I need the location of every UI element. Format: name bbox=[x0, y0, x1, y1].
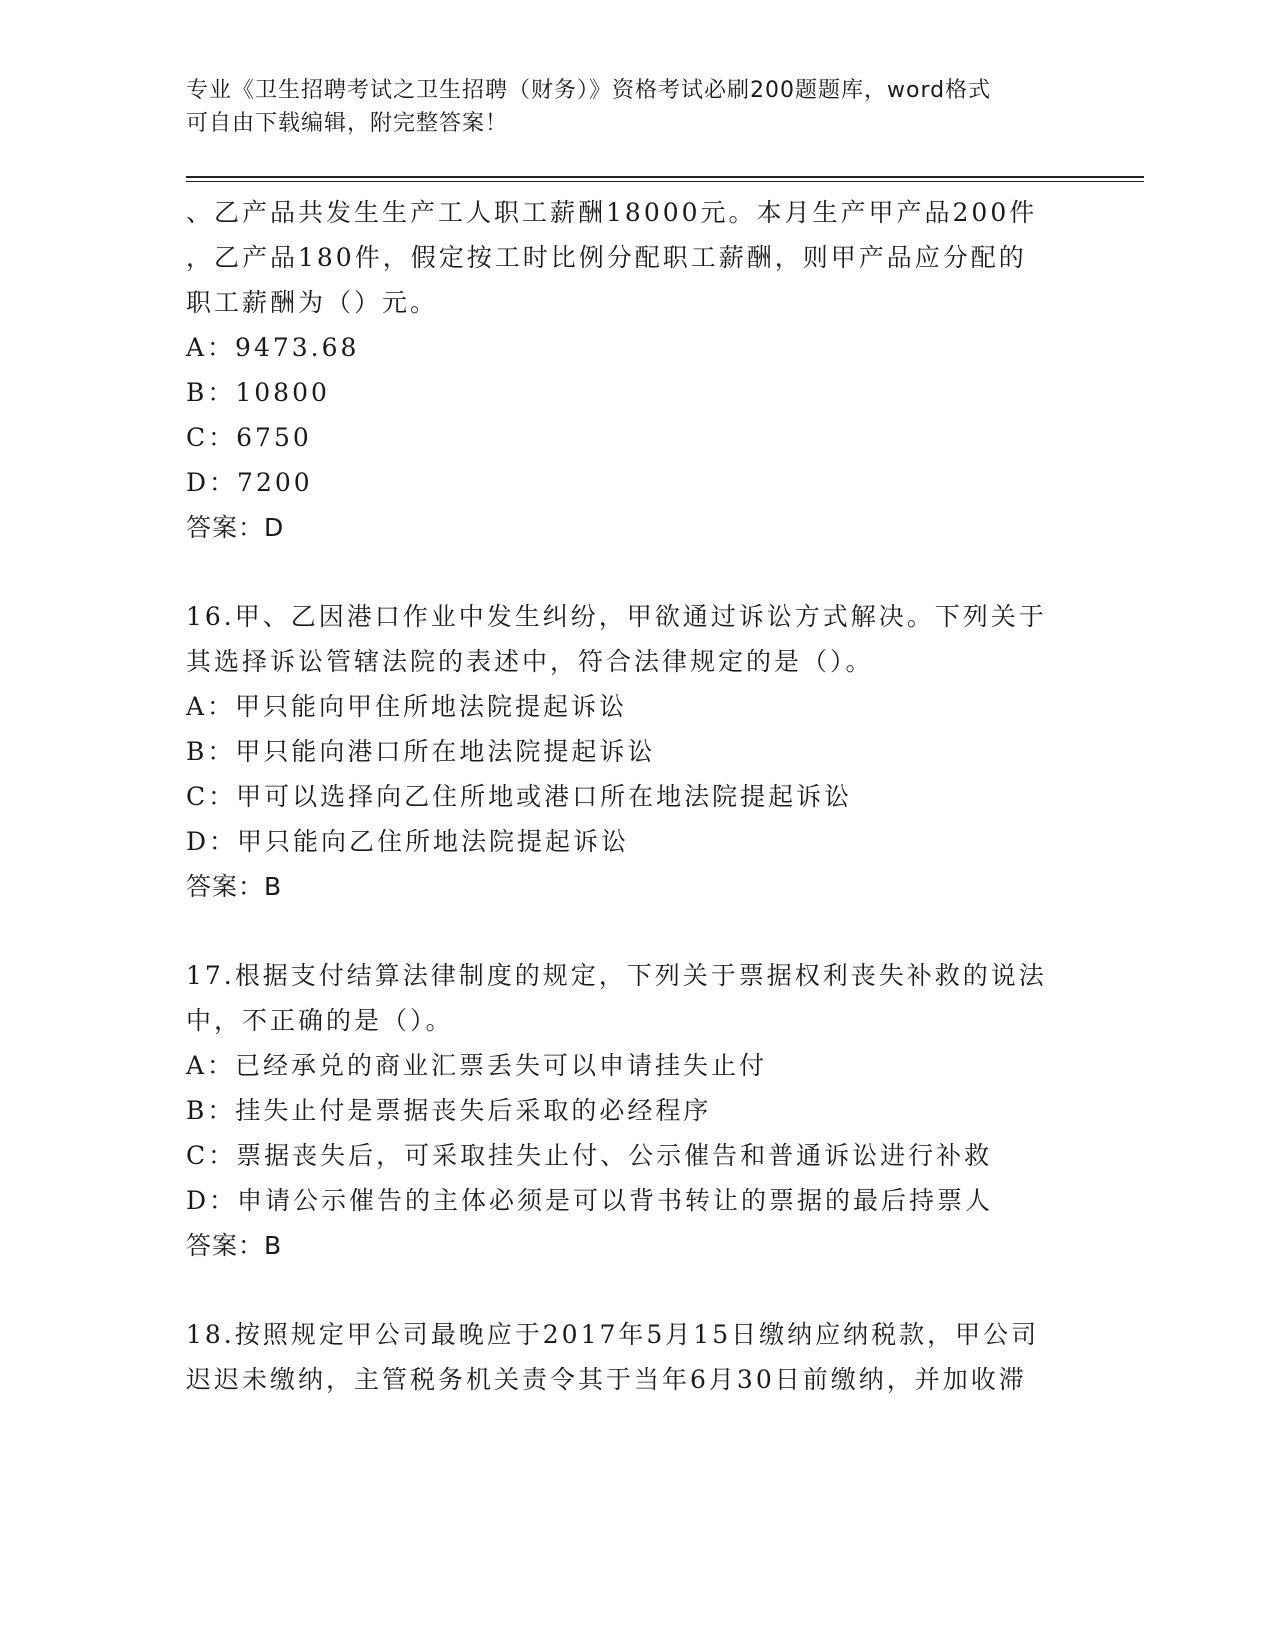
answer-label: 答案：D bbox=[186, 513, 285, 542]
question-list bbox=[186, 190, 1086, 1402]
answer-label: 答案：B bbox=[186, 1231, 283, 1260]
question-text-line: 16.甲、乙因港口作业中发生纠纷，甲欲通过诉讼方式解决。下列关于 bbox=[186, 602, 1047, 631]
header-line-2: 可自由下载编辑，附完整答案！ bbox=[186, 111, 509, 136]
option-c: C：票据丧失后，可采取挂失止付、公示催告和普通诉讼进行补救 bbox=[186, 1141, 993, 1170]
option-a: A：甲只能向甲住所地法院提起诉讼 bbox=[186, 692, 628, 721]
option-a: A：9473.68 bbox=[186, 333, 360, 362]
spacer bbox=[186, 909, 1086, 953]
option-c: C：6750 bbox=[186, 423, 312, 452]
question-16 bbox=[186, 594, 1086, 909]
option-b: B：甲只能向港口所在地法院提起诉讼 bbox=[186, 737, 656, 766]
document-header bbox=[186, 74, 1066, 140]
header-divider-thin bbox=[186, 181, 1144, 182]
question-text-line: 、乙产品共发生生产工人职工薪酬18000元。本月生产甲产品200件 bbox=[186, 198, 1038, 227]
spacer bbox=[186, 1268, 1086, 1312]
question-15-continued bbox=[186, 190, 1086, 550]
option-d: D：甲只能向乙住所地法院提起诉讼 bbox=[186, 827, 630, 856]
question-text-line: 职工薪酬为（）元。 bbox=[186, 288, 439, 317]
question-text-line: 其选择诉讼管辖法院的表述中，符合法律规定的是（）。 bbox=[186, 647, 874, 676]
header-line-1: 专业《卫生招聘考试之卫生招聘（财务）》资格考试必刷200题题库，word格式 bbox=[186, 78, 992, 103]
answer-label: 答案：B bbox=[186, 872, 283, 901]
question-text-line: ，乙产品180件，假定按工时比例分配职工薪酬，则甲产品应分配的 bbox=[186, 243, 1027, 272]
spacer bbox=[186, 550, 1086, 594]
option-a: A：已经承兑的商业汇票丢失可以申请挂失止付 bbox=[186, 1051, 768, 1080]
header-divider bbox=[186, 176, 1144, 178]
question-text-line: 迟迟未缴纳，主管税务机关责令其于当年6月30日前缴纳，并加收滞 bbox=[186, 1365, 1027, 1394]
option-b: B：10800 bbox=[186, 378, 330, 407]
question-18 bbox=[186, 1312, 1086, 1402]
question-text-line: 中，不正确的是（）。 bbox=[186, 1006, 454, 1035]
question-17 bbox=[186, 953, 1086, 1268]
option-b: B：挂失止付是票据丧失后采取的必经程序 bbox=[186, 1096, 712, 1125]
option-d: D：申请公示催告的主体必须是可以背书转让的票据的最后持票人 bbox=[186, 1186, 994, 1215]
option-c: C：甲可以选择向乙住所地或港口所在地法院提起诉讼 bbox=[186, 782, 853, 811]
question-text-line: 18.按照规定甲公司最晚应于2017年5月15日缴纳应纳税款，甲公司 bbox=[186, 1320, 1040, 1349]
option-d: D：7200 bbox=[186, 468, 313, 497]
question-text-line: 17.根据支付结算法律制度的规定，下列关于票据权利丧失补救的说法 bbox=[186, 961, 1047, 990]
